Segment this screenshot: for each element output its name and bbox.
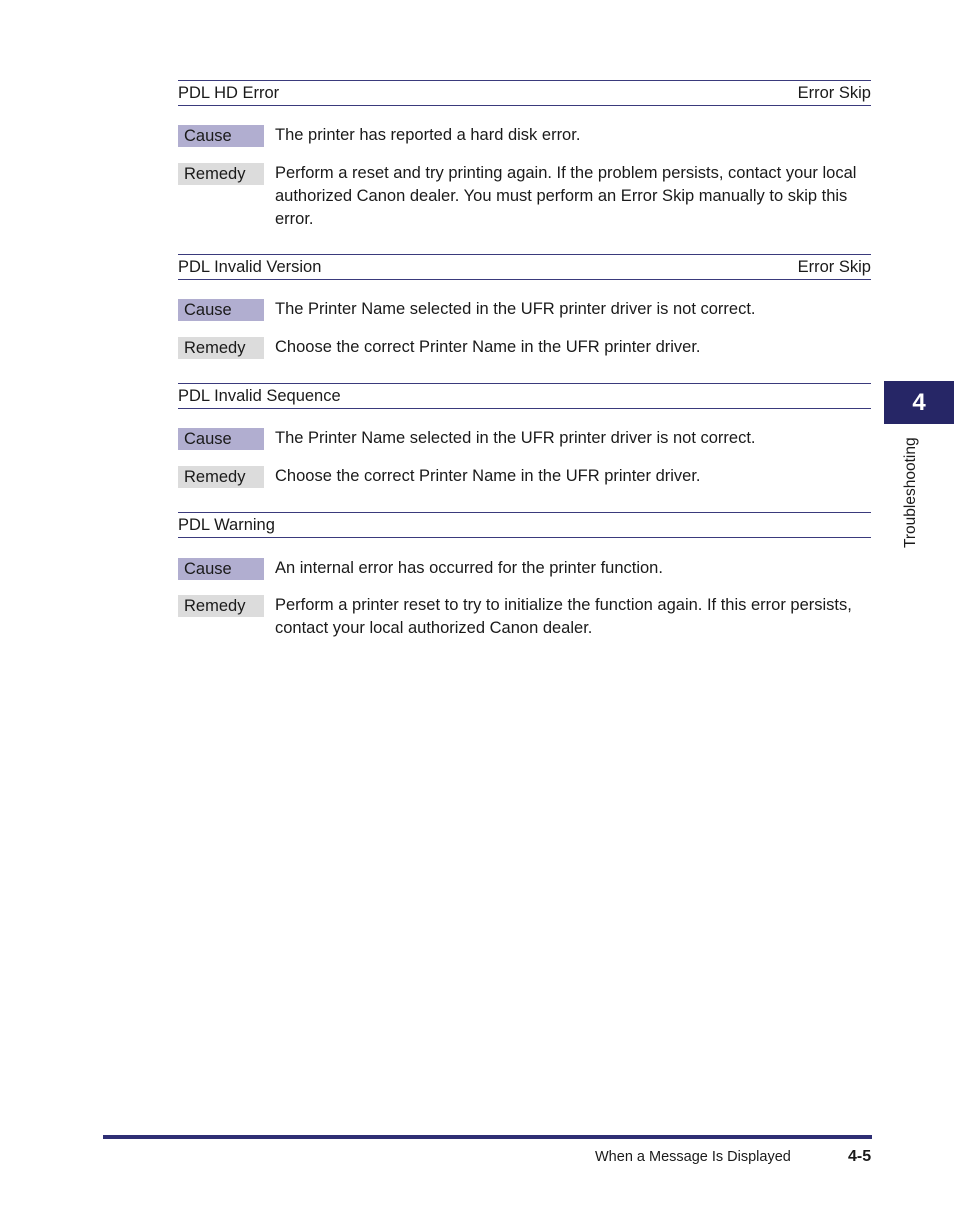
section-heading [178,80,871,106]
cause-tag: Cause [178,299,264,321]
section-heading [178,512,871,538]
page-number: 4-5 [848,1148,872,1165]
section-heading [178,383,871,409]
cause-row [178,124,871,147]
remedy-row [178,465,871,488]
cause-text: The Printer Name selected in the UFR printer driver is not correct. [275,429,756,447]
cause-row [178,427,871,450]
section-action: Error Skip [797,83,871,102]
remedy-tag: Remedy [178,163,264,185]
remedy-row [178,336,871,359]
cause-tag: Cause [178,428,264,450]
cause-row [178,298,871,321]
section-action: Error Skip [797,257,871,276]
footer-rule [103,1135,872,1139]
section-heading [178,254,871,280]
cause-text: The printer has reported a hard disk error. [275,126,581,144]
remedy-text: Perform a printer reset to try to initialize the function again. If this error persists, contact your local authorized Canon dealer. [275,596,852,637]
cause-text: The Printer Name selected in the UFR printer driver is not correct. [275,300,756,318]
cause-text: An internal error has occurred for the printer function. [275,559,663,577]
section-title: PDL HD Error [178,83,280,102]
remedy-tag: Remedy [178,595,264,617]
remedy-tag: Remedy [178,337,264,359]
cause-tag: Cause [178,558,264,580]
remedy-text: Choose the correct Printer Name in the UFR printer driver. [275,467,701,485]
remedy-text: Choose the correct Printer Name in the UFR printer driver. [275,338,701,356]
cause-row [178,557,871,580]
chapter-label: Troubleshooting [902,437,919,548]
section-title: PDL Invalid Sequence [178,386,341,405]
section-title: PDL Warning [178,515,275,534]
remedy-tag: Remedy [178,466,264,488]
footer-title: When a Message Is Displayed [595,1149,791,1165]
chapter-tab: 4 [884,381,954,424]
remedy-row [178,594,871,640]
section-title: PDL Invalid Version [178,257,322,276]
cause-tag: Cause [178,125,264,147]
remedy-row [178,162,871,231]
remedy-text: Perform a reset and try printing again. If the problem persists, contact your local authorized Canon dealer. You must perform an Error Skip manually to skip this error. [275,164,857,228]
